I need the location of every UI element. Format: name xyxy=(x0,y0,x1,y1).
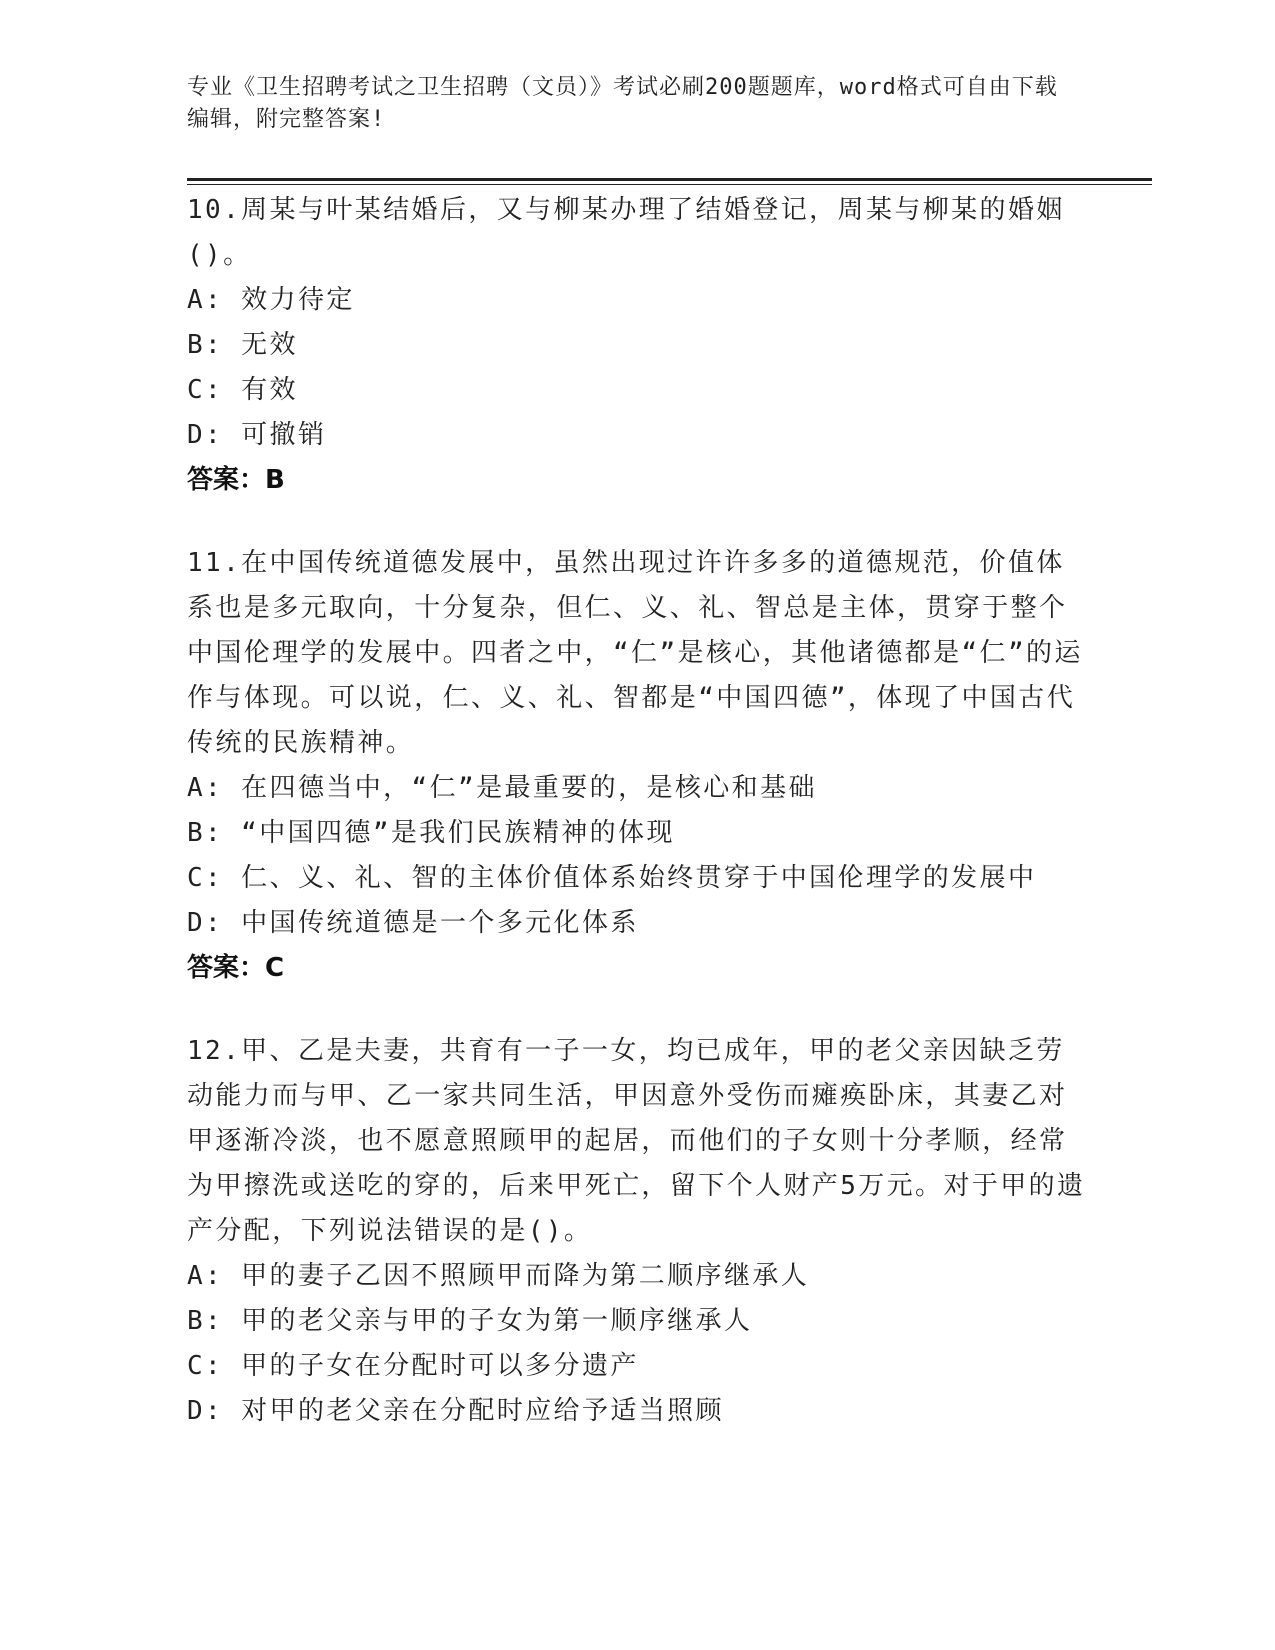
option-b: B: 无效 xyxy=(187,330,298,360)
question-stem: 12.甲、乙是夫妻，共育有一子一女，均已成年，甲的老父亲因缺乏劳动能力而与甲、乙一家共同生活，甲因意外受伤而瘫痪卧床，其妻乙对甲逐渐冷淡，也不愿意照顾甲的起居，而他们的子女则十分孝顺，经常为甲擦洗或送吃的穿的，后来甲死亡，留下个人财产5万元。对于甲的遗产分配，下列说法错误的是()。 xyxy=(187,1036,1086,1246)
option-c: C: 仁、义、礼、智的主体价值体系始终贯穿于中国伦理学的发展中 xyxy=(187,863,1037,893)
question-11 xyxy=(187,541,1087,991)
option-b: B: 甲的老父亲与甲的子女为第一顺序继承人 xyxy=(187,1306,753,1336)
option-a: A: 效力待定 xyxy=(187,285,355,315)
document-header: 专业《卫生招聘考试之卫生招聘（文员）》考试必刷200题题库，word格式可自由下载编辑，附完整答案! xyxy=(187,75,1058,132)
option-d: D: 中国传统道德是一个多元化体系 xyxy=(187,908,639,938)
option-d: D: 对甲的老父亲在分配时应给予适当照顾 xyxy=(187,1396,724,1426)
option-d: D: 可撤销 xyxy=(187,420,327,450)
answer: 答案：B xyxy=(187,465,285,495)
header-rule-thin xyxy=(187,184,1152,185)
answer: 答案：C xyxy=(187,953,285,983)
question-12 xyxy=(187,1029,1087,1434)
question-stem: 11.在中国传统道德发展中，虽然出现过许许多多的道德规范，价值体系也是多元取向，十分复杂，但仁、义、礼、智总是主体，贯穿于整个中国伦理学的发展中。四者之中，“仁”是核心，其他诸德都是“仁”的运作与体现。可以说，仁、义、礼、智都是“中国四德”，体现了中国古代传统的民族精神。 xyxy=(187,548,1083,758)
option-c: C: 有效 xyxy=(187,375,298,405)
option-a: A: 在四德当中，“仁”是最重要的，是核心和基础 xyxy=(187,773,817,803)
header-rule-thick xyxy=(187,178,1152,181)
question-10 xyxy=(187,188,1087,503)
question-list xyxy=(187,188,1087,1472)
question-stem: 10.周某与叶某结婚后，又与柳某办理了结婚登记，周某与柳某的婚姻()。 xyxy=(187,195,1065,270)
option-a: A: 甲的妻子乙因不照顾甲而降为第二顺序继承人 xyxy=(187,1261,810,1291)
option-c: C: 甲的子女在分配时可以多分遗产 xyxy=(187,1351,639,1381)
option-b: B: “中国四德”是我们民族精神的体现 xyxy=(187,818,675,848)
